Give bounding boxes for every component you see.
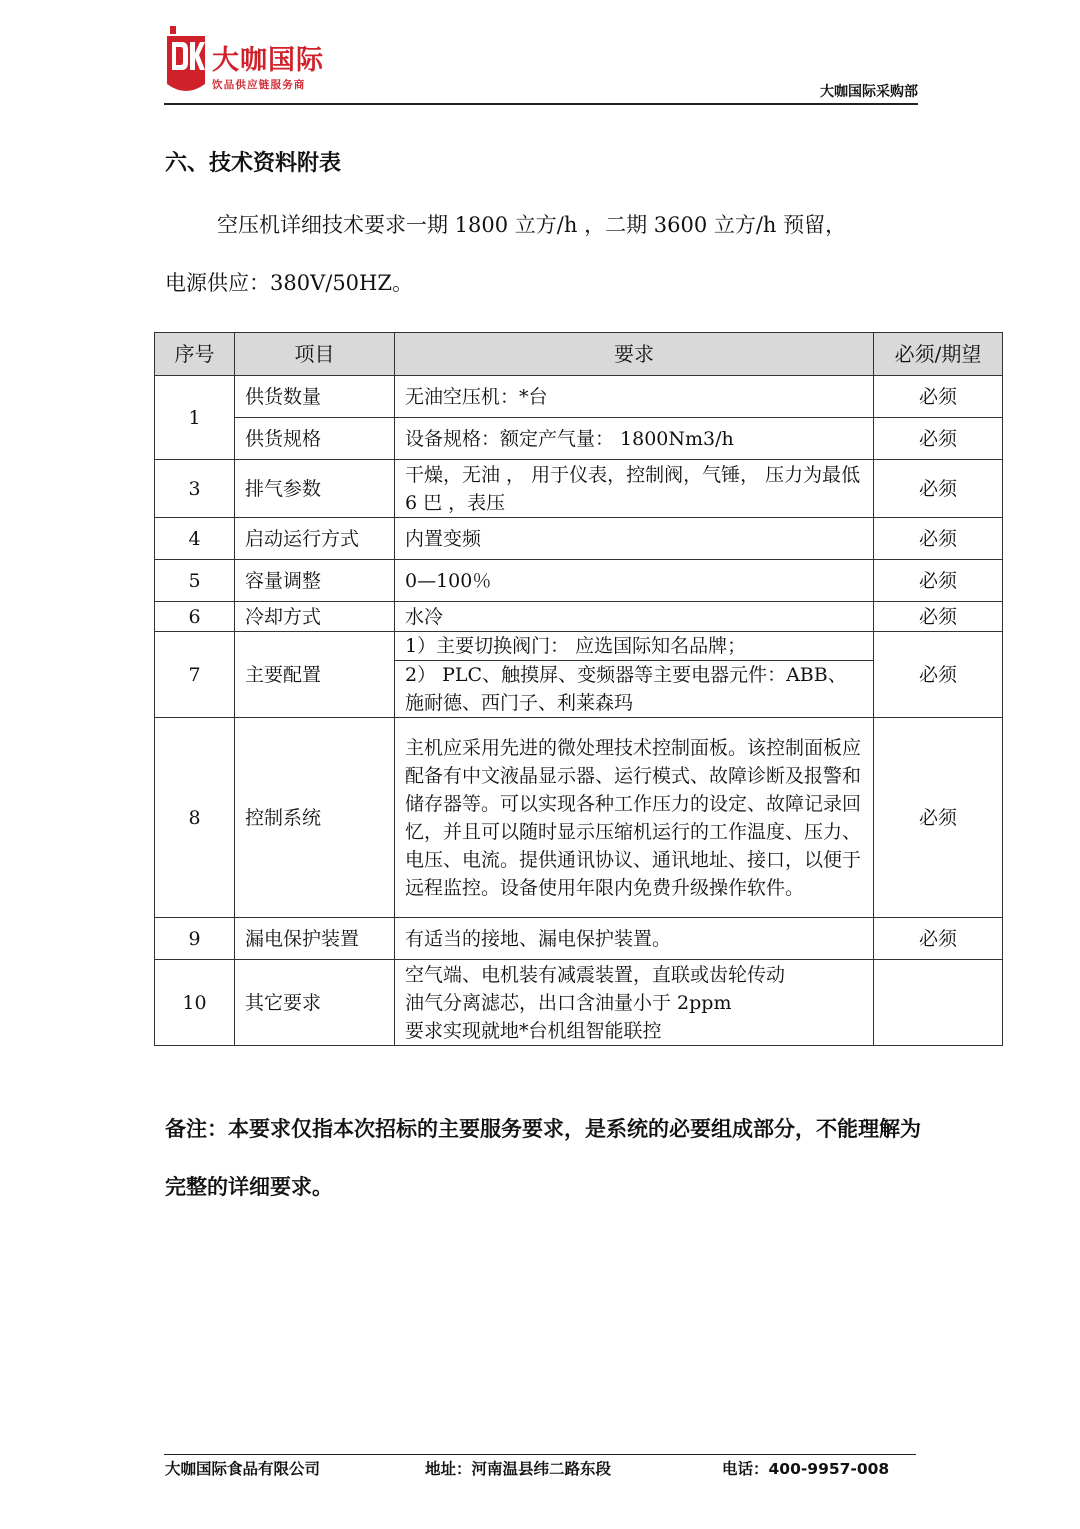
row-no: 8: [155, 718, 235, 918]
row-no: 6: [155, 602, 235, 632]
row-item: 排气参数: [235, 460, 395, 518]
row-no: 3: [155, 460, 235, 518]
row-item: 容量调整: [235, 560, 395, 602]
other-line-1: 空气端、电机装有减震装置，直联或齿轮传动: [405, 963, 786, 986]
row-desc: 0—100％: [395, 560, 874, 602]
row-no: 4: [155, 518, 235, 560]
row-item: 供货规格: [235, 418, 395, 460]
table-row: [155, 718, 1003, 918]
footer-phone: 电话：400-9957-008: [722, 1460, 890, 1478]
row-no: 10: [155, 960, 235, 1046]
dk-logo-icon: [164, 24, 208, 98]
row-no: 1: [155, 376, 235, 460]
header-divider: [164, 103, 918, 105]
header-item: 项目: [235, 333, 395, 376]
other-line-3: 要求实现就地*台机组智能联控: [405, 1019, 662, 1042]
config-line-2: 2） PLC、触摸屏、变频器等主要电器元件：ABB、施耐德、西门子、利莱森玛: [395, 660, 873, 717]
row-no: 5: [155, 560, 235, 602]
row-req: [874, 960, 1003, 1046]
row-desc: 设备规格：额定产气量： 1800Nm3/h: [395, 418, 874, 460]
row-no: 9: [155, 918, 235, 960]
row-desc: 干燥，无油 ， 用于仪表，控制阀，气锤， 压力为最低 6 巴 ，表压: [395, 460, 874, 518]
remark-note: 备注：本要求仅指本次招标的主要服务要求，是系统的必要组成部分，不能理解为完整的详细要求。: [165, 1116, 921, 1199]
row-req: 必须: [874, 632, 1003, 718]
logo-tagline: 饮品供应链服务商: [212, 79, 306, 91]
row-req: 必须: [874, 560, 1003, 602]
header-no: 序号: [155, 333, 235, 376]
header-mandatory: 必须/期望: [874, 333, 1003, 376]
row-item: 冷却方式: [235, 602, 395, 632]
row-req: 必须: [874, 376, 1003, 418]
table-row: [155, 460, 1003, 518]
footer-address: 地址：河南温县纬二路东段: [425, 1460, 612, 1478]
row-desc: 水冷: [395, 602, 874, 632]
row-req: 必须: [874, 918, 1003, 960]
table-row: [155, 602, 1003, 632]
intro-line-2: 电源供应：380V/50HZ。: [165, 271, 413, 295]
row-req: 必须: [874, 460, 1003, 518]
row-req: 必须: [874, 602, 1003, 632]
table-row: [155, 418, 1003, 460]
row-item: 启动运行方式: [235, 518, 395, 560]
intro-line-1: 空压机详细技术要求一期 1800 立方/h ，二期 3600 立方/h 预留，: [217, 213, 847, 237]
table-row: [155, 376, 1003, 418]
department-label: 大咖国际采购部: [820, 84, 918, 100]
table-row: [155, 560, 1003, 602]
row-desc: [395, 632, 874, 718]
logo-name: 大咖国际: [212, 45, 324, 76]
table-header-row: [155, 333, 1003, 376]
tech-spec-table: [154, 332, 1003, 1046]
row-req: 必须: [874, 518, 1003, 560]
row-desc: 主机应采用先进的微处理技术控制面板。该控制面板应配备有中文液晶显示器、运行模式、故障诊断及报警和储存器等。可以实现各种工作压力的设定、故障记录回忆，并且可以随时显示压缩机运行的工作温度、压力、电压、电流。提供通讯协议、通讯地址、接口，以便于远程监控。设备使用年限内免费升级操作软件。: [395, 718, 874, 918]
row-desc: 内置变频: [395, 518, 874, 560]
row-req: 必须: [874, 718, 1003, 918]
row-desc: 有适当的接地、漏电保护装置。: [395, 918, 874, 960]
row-desc: 无油空压机：*台: [395, 376, 874, 418]
other-line-2: 油气分离滤芯，出口含油量小于 2ppm: [405, 991, 732, 1014]
row-item: 控制系统: [235, 718, 395, 918]
section-title: 六、技术资料附表: [165, 150, 342, 176]
intro-paragraph: [165, 196, 925, 312]
row-req: 必须: [874, 418, 1003, 460]
row-item: 供货数量: [235, 376, 395, 418]
row-no: 7: [155, 632, 235, 718]
row-item: 主要配置: [235, 632, 395, 718]
row-desc: [395, 960, 874, 1046]
config-line-1: 1）主要切换阀门： 应选国际知名品牌；: [405, 635, 747, 657]
row-item: 其它要求: [235, 960, 395, 1046]
footer-company: 大咖国际食品有限公司: [165, 1460, 321, 1478]
table-row: [155, 918, 1003, 960]
company-logo: [164, 20, 364, 100]
footer-divider: [164, 1454, 916, 1455]
row-item: 漏电保护装置: [235, 918, 395, 960]
table-row: [155, 632, 1003, 718]
header-requirement: 要求: [395, 333, 874, 376]
table-row: [155, 960, 1003, 1046]
table-row: [155, 518, 1003, 560]
